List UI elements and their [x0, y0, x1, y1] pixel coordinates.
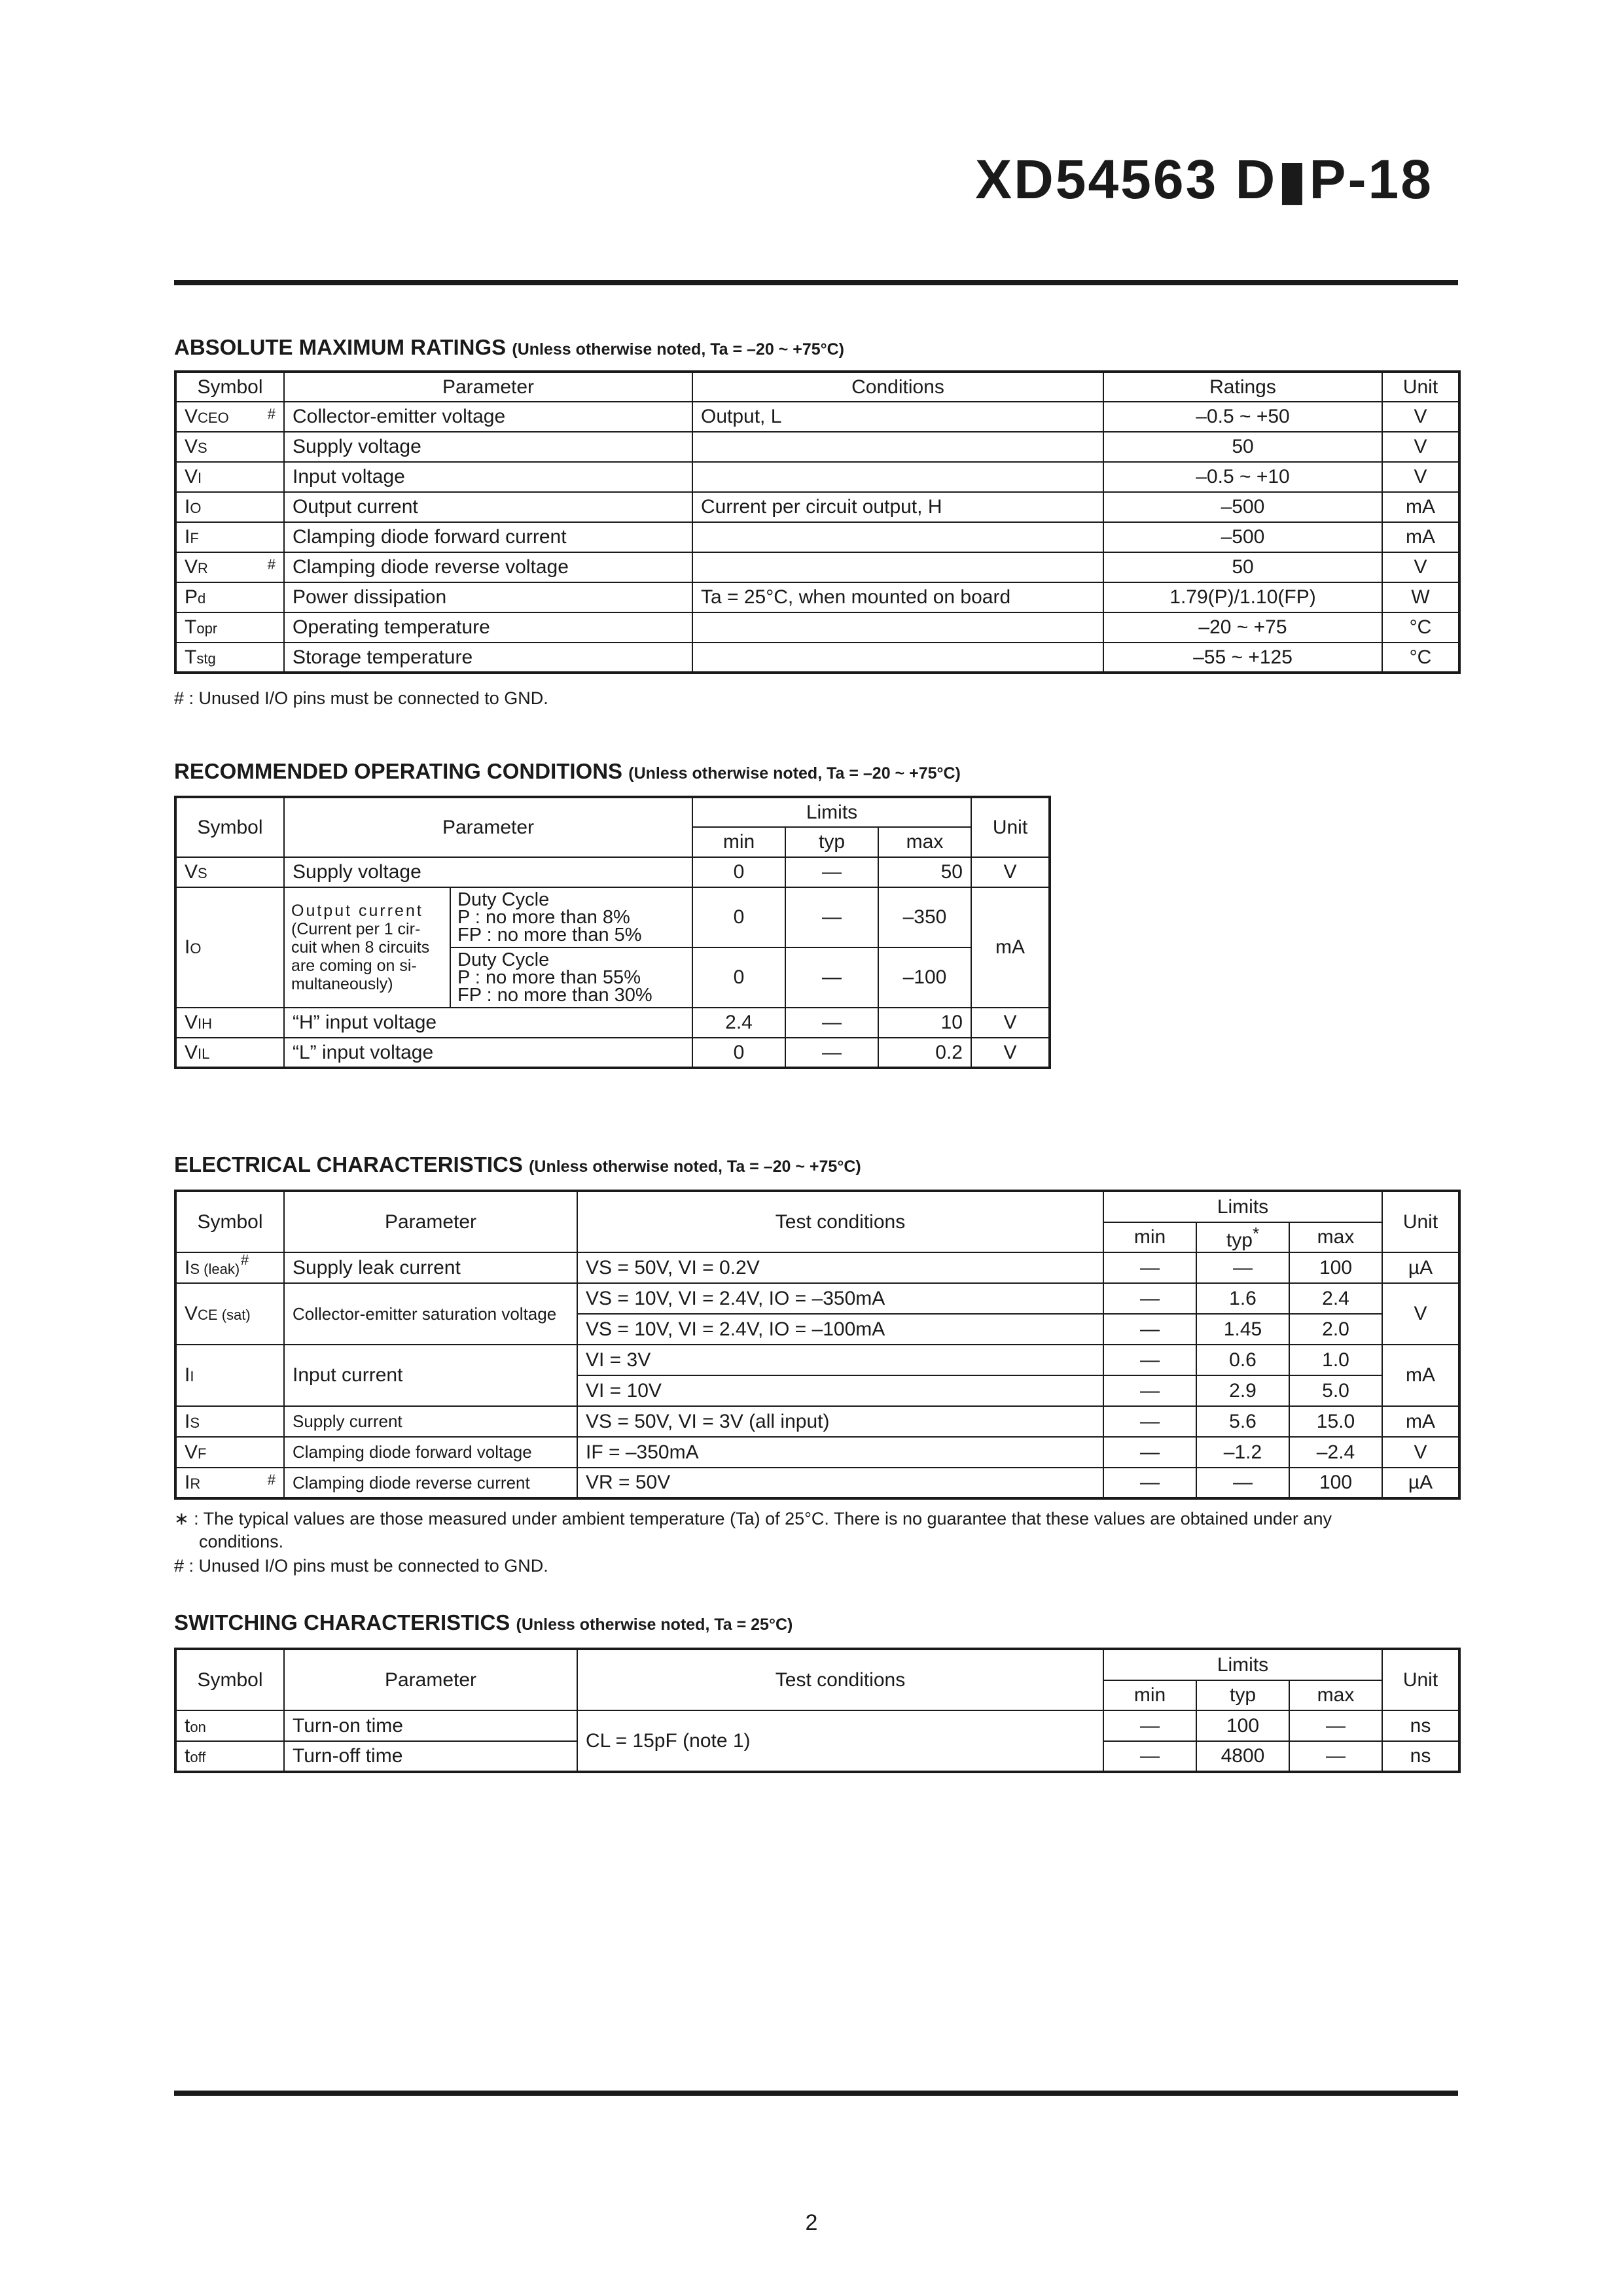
ec-ir-param: Clamping diode reverse current — [284, 1468, 577, 1498]
roc-io2-max: –100 — [878, 947, 971, 1008]
amr-condition — [692, 552, 1103, 582]
roc-vs-typ: — — [785, 857, 878, 887]
sw-ton-min: — — [1103, 1710, 1196, 1741]
ec-isleak-typ: — — [1196, 1252, 1289, 1283]
ec-vce-symbol: VCE (sat) — [175, 1283, 284, 1345]
ec-section-title — [174, 1152, 861, 1177]
amr-parameter: Clamping diode reverse voltage — [284, 552, 692, 582]
ec-vf-unit: V — [1382, 1437, 1459, 1468]
table-row — [175, 552, 1459, 582]
roc-vih-min: 2.4 — [692, 1008, 785, 1038]
roc-vih-param: “H” input voltage — [284, 1008, 692, 1038]
ec-h-typ: typ* — [1196, 1222, 1289, 1252]
ec-ir-symbol: IR # — [175, 1468, 284, 1498]
amr-unit: mA — [1382, 492, 1459, 522]
ec-footnote-unused: # : Unused I/O pins must be connected to GND. — [174, 1556, 548, 1576]
roc-vih-max: 10 — [878, 1008, 971, 1038]
roc-note: (Unless otherwise noted, Ta = –20 ~ +75°C) — [628, 764, 961, 783]
sw-h-min: min — [1103, 1680, 1196, 1710]
electrical-characteristics-table — [174, 1190, 1461, 1500]
ec-h-max: max — [1289, 1222, 1382, 1252]
amr-condition — [692, 643, 1103, 673]
ec-ir-min: — — [1103, 1468, 1196, 1498]
sw-note: (Unless otherwise noted, Ta = 25°C) — [516, 1616, 793, 1634]
table-row — [175, 1252, 1459, 1283]
sw-condition: CL = 15pF (note 1) — [577, 1710, 1103, 1772]
recommended-operating-conditions-table — [174, 796, 1051, 1069]
amr-section-title — [174, 335, 844, 360]
amr-condition — [692, 522, 1103, 552]
table-row — [175, 1345, 1459, 1375]
amr-parameter: Operating temperature — [284, 612, 692, 643]
amr-rating: 1.79(P)/1.10(FP) — [1103, 582, 1382, 612]
table-row — [175, 1406, 1459, 1437]
sw-toff-unit: ns — [1382, 1741, 1459, 1772]
amr-rating: 50 — [1103, 552, 1382, 582]
amr-parameter: Storage temperature — [284, 643, 692, 673]
ec-is-max: 15.0 — [1289, 1406, 1382, 1437]
ec-vce1-min: — — [1103, 1283, 1196, 1314]
ec-h-limits: Limits — [1103, 1191, 1382, 1222]
ec-ii2-cond: VI = 10V — [577, 1375, 1103, 1406]
footer-rule — [174, 2091, 1458, 2096]
sw-title: SWITCHING CHARACTERISTICS — [174, 1610, 510, 1634]
amr-condition: Ta = 25°C, when mounted on board — [692, 582, 1103, 612]
roc-io-case2: Duty Cycle P : no more than 55% FP : no more than 30% — [450, 947, 692, 1008]
ec-vf-min: — — [1103, 1437, 1196, 1468]
amr-unit: °C — [1382, 612, 1459, 643]
sw-ton-typ: 100 — [1196, 1710, 1289, 1741]
amr-note: (Unless otherwise noted, Ta = –20 ~ +75°C) — [512, 340, 845, 359]
amr-symbol: VCEO # — [175, 402, 284, 432]
amr-condition: Current per circuit output, H — [692, 492, 1103, 522]
ec-h-conditions: Test conditions — [577, 1191, 1103, 1252]
amr-condition — [692, 612, 1103, 643]
ec-ii1-cond: VI = 3V — [577, 1345, 1103, 1375]
sw-h-typ: typ — [1196, 1680, 1289, 1710]
table-row — [175, 432, 1459, 462]
ec-vce2-typ: 1.45 — [1196, 1314, 1289, 1345]
roc-vil-symbol: VIL — [175, 1038, 284, 1068]
amr-unit: mA — [1382, 522, 1459, 552]
ec-title: ELECTRICAL CHARACTERISTICS — [174, 1152, 523, 1176]
ec-ir-max: 100 — [1289, 1468, 1382, 1498]
ec-ii1-min: — — [1103, 1345, 1196, 1375]
ec-vce2-min: — — [1103, 1314, 1196, 1345]
table-row — [175, 857, 1050, 887]
roc-h-typ: typ — [785, 827, 878, 857]
roc-vs-symbol: VS — [175, 857, 284, 887]
ec-vce1-typ: 1.6 — [1196, 1283, 1289, 1314]
amr-parameter: Output current — [284, 492, 692, 522]
amr-parameter: Supply voltage — [284, 432, 692, 462]
roc-h-parameter: Parameter — [284, 797, 692, 857]
ec-ir-typ: — — [1196, 1468, 1289, 1498]
amr-h-conditions: Conditions — [692, 372, 1103, 402]
roc-section-title — [174, 759, 961, 784]
ec-vf-max: –2.4 — [1289, 1437, 1382, 1468]
roc-vih-symbol: VIH — [175, 1008, 284, 1038]
roc-io-case1: Duty Cycle P : no more than 8% FP : no more than 5% — [450, 887, 692, 947]
amr-rating: –500 — [1103, 492, 1382, 522]
absolute-max-ratings-table — [174, 370, 1461, 674]
amr-parameter: Collector-emitter voltage — [284, 402, 692, 432]
ec-isleak-min: — — [1103, 1252, 1196, 1283]
amr-h-symbol: Symbol — [175, 372, 284, 402]
ec-vce1-max: 2.4 — [1289, 1283, 1382, 1314]
sw-ton-max: — — [1289, 1710, 1382, 1741]
roc-h-symbol: Symbol — [175, 797, 284, 857]
ec-is-cond: VS = 50V, VI = 3V (all input) — [577, 1406, 1103, 1437]
roc-vil-min: 0 — [692, 1038, 785, 1068]
roc-vs-max: 50 — [878, 857, 971, 887]
sw-h-max: max — [1289, 1680, 1382, 1710]
ec-vce-unit: V — [1382, 1283, 1459, 1345]
roc-vil-unit: V — [971, 1038, 1050, 1068]
sw-ton-param: Turn-on time — [284, 1710, 577, 1741]
amr-unit: °C — [1382, 643, 1459, 673]
ec-vf-param: Clamping diode forward voltage — [284, 1437, 577, 1468]
amr-rating: –500 — [1103, 522, 1382, 552]
table-row — [175, 1710, 1459, 1741]
roc-io2-min: 0 — [692, 947, 785, 1008]
ec-isleak-cond: VS = 50V, VI = 0.2V — [577, 1252, 1103, 1283]
ec-vf-typ: –1.2 — [1196, 1437, 1289, 1468]
ec-ii-symbol: II — [175, 1345, 284, 1406]
sw-toff-typ: 4800 — [1196, 1741, 1289, 1772]
table-row — [175, 1437, 1459, 1468]
table-row — [175, 402, 1459, 432]
sw-toff-param: Turn-off time — [284, 1741, 577, 1772]
ec-isleak-max: 100 — [1289, 1252, 1382, 1283]
ec-is-unit: mA — [1382, 1406, 1459, 1437]
amr-h-unit: Unit — [1382, 372, 1459, 402]
ec-note: (Unless otherwise noted, Ta = –20 ~ +75°C) — [529, 1157, 861, 1176]
sw-h-symbol: Symbol — [175, 1649, 284, 1710]
amr-unit: V — [1382, 552, 1459, 582]
roc-vs-param: Supply voltage — [284, 857, 692, 887]
ec-is-typ: 5.6 — [1196, 1406, 1289, 1437]
amr-symbol: IO — [175, 492, 284, 522]
table-row — [175, 1038, 1050, 1068]
ec-footnote-typical-cont: conditions. — [199, 1532, 284, 1551]
ec-is-symbol: IS — [175, 1406, 284, 1437]
page-number: 2 — [805, 2210, 818, 2235]
roc-vil-typ: — — [785, 1038, 878, 1068]
roc-io-description: Output current (Current per 1 cir- cuit when 8 circuits are coming on si- multaneously) — [284, 887, 450, 1008]
amr-rating: 50 — [1103, 432, 1382, 462]
amr-parameter: Power dissipation — [284, 582, 692, 612]
amr-h-ratings: Ratings — [1103, 372, 1382, 402]
sw-section-title — [174, 1610, 793, 1635]
ec-vce2-max: 2.0 — [1289, 1314, 1382, 1345]
roc-io2-typ: — — [785, 947, 878, 1008]
roc-title: RECOMMENDED OPERATING CONDITIONS — [174, 759, 623, 783]
roc-vil-param: “L” input voltage — [284, 1038, 692, 1068]
roc-h-limits: Limits — [692, 797, 971, 827]
sw-h-conditions: Test conditions — [577, 1649, 1103, 1710]
ec-h-parameter: Parameter — [284, 1191, 577, 1252]
amr-h-parameter: Parameter — [284, 372, 692, 402]
amr-symbol: Topr — [175, 612, 284, 643]
ec-footnote-typical: ∗ : The typical values are those measured under ambient temperature (Ta) of 25°C. There is no guarantee that these values are obtained under any — [174, 1509, 1332, 1528]
ec-isleak-symbol: IS (leak) # — [175, 1252, 284, 1283]
amr-rating: –20 ~ +75 — [1103, 612, 1382, 643]
sw-toff-min: — — [1103, 1741, 1196, 1772]
table-row — [175, 522, 1459, 552]
ec-is-param: Supply current — [284, 1406, 577, 1437]
roc-h-unit: Unit — [971, 797, 1050, 857]
table-row — [175, 582, 1459, 612]
amr-condition — [692, 432, 1103, 462]
ec-vf-symbol: VF — [175, 1437, 284, 1468]
sw-h-parameter: Parameter — [284, 1649, 577, 1710]
amr-title: ABSOLUTE MAXIMUM RATINGS — [174, 335, 507, 359]
roc-io1-max: –350 — [878, 887, 971, 947]
ec-ir-unit: µA — [1382, 1468, 1459, 1498]
roc-h-max: max — [878, 827, 971, 857]
amr-symbol: VS — [175, 432, 284, 462]
roc-vih-typ: — — [785, 1008, 878, 1038]
table-row — [175, 1008, 1050, 1038]
header-rule — [174, 280, 1458, 285]
roc-vs-min: 0 — [692, 857, 785, 887]
table-row — [175, 643, 1459, 673]
document-title: XD54563 D▮P-18 — [975, 149, 1433, 210]
ec-ii-unit: mA — [1382, 1345, 1459, 1406]
amr-parameter: Input voltage — [284, 462, 692, 492]
table-row — [175, 492, 1459, 522]
table-row — [175, 612, 1459, 643]
amr-condition: Output, L — [692, 402, 1103, 432]
roc-vih-unit: V — [971, 1008, 1050, 1038]
roc-vs-unit: V — [971, 857, 1050, 887]
amr-unit: V — [1382, 462, 1459, 492]
ec-vce2-cond: VS = 10V, VI = 2.4V, IO = –100mA — [577, 1314, 1103, 1345]
roc-io-symbol: IO — [175, 887, 284, 1008]
table-row — [175, 462, 1459, 492]
ec-ir-cond: VR = 50V — [577, 1468, 1103, 1498]
sw-toff-max: — — [1289, 1741, 1382, 1772]
ec-vce1-cond: VS = 10V, VI = 2.4V, IO = –350mA — [577, 1283, 1103, 1314]
amr-unit: V — [1382, 402, 1459, 432]
amr-rating: –0.5 ~ +50 — [1103, 402, 1382, 432]
amr-symbol: Pd — [175, 582, 284, 612]
ec-h-symbol: Symbol — [175, 1191, 284, 1252]
amr-rating: –0.5 ~ +10 — [1103, 462, 1382, 492]
amr-condition — [692, 462, 1103, 492]
sw-h-unit: Unit — [1382, 1649, 1459, 1710]
ec-ii2-typ: 2.9 — [1196, 1375, 1289, 1406]
amr-symbol: Tstg — [175, 643, 284, 673]
ec-isleak-unit: µA — [1382, 1252, 1459, 1283]
amr-unit: W — [1382, 582, 1459, 612]
roc-h-min: min — [692, 827, 785, 857]
roc-io1-min: 0 — [692, 887, 785, 947]
sw-toff-symbol: toff — [175, 1741, 284, 1772]
ec-vce-param: Collector-emitter saturation voltage — [284, 1283, 577, 1345]
table-row — [175, 1283, 1459, 1314]
table-row — [175, 887, 1050, 947]
amr-symbol: VI — [175, 462, 284, 492]
amr-symbol: VR # — [175, 552, 284, 582]
sw-ton-symbol: ton — [175, 1710, 284, 1741]
roc-vil-max: 0.2 — [878, 1038, 971, 1068]
ec-ii1-max: 1.0 — [1289, 1345, 1382, 1375]
sw-ton-unit: ns — [1382, 1710, 1459, 1741]
amr-unit: V — [1382, 432, 1459, 462]
roc-io-unit: mA — [971, 887, 1050, 1008]
ec-ii2-min: — — [1103, 1375, 1196, 1406]
amr-footnote: # : Unused I/O pins must be connected to GND. — [174, 688, 548, 708]
ec-ii2-max: 5.0 — [1289, 1375, 1382, 1406]
amr-rating: –55 ~ +125 — [1103, 643, 1382, 673]
amr-parameter: Clamping diode forward current — [284, 522, 692, 552]
ec-h-unit: Unit — [1382, 1191, 1459, 1252]
ec-is-min: — — [1103, 1406, 1196, 1437]
ec-ii1-typ: 0.6 — [1196, 1345, 1289, 1375]
sw-h-limits: Limits — [1103, 1649, 1382, 1680]
roc-io1-typ: — — [785, 887, 878, 947]
ec-ii-param: Input current — [284, 1345, 577, 1406]
switching-characteristics-table — [174, 1648, 1461, 1773]
ec-isleak-param: Supply leak current — [284, 1252, 577, 1283]
ec-vf-cond: IF = –350mA — [577, 1437, 1103, 1468]
amr-symbol: IF — [175, 522, 284, 552]
ec-h-min: min — [1103, 1222, 1196, 1252]
table-row — [175, 1468, 1459, 1498]
